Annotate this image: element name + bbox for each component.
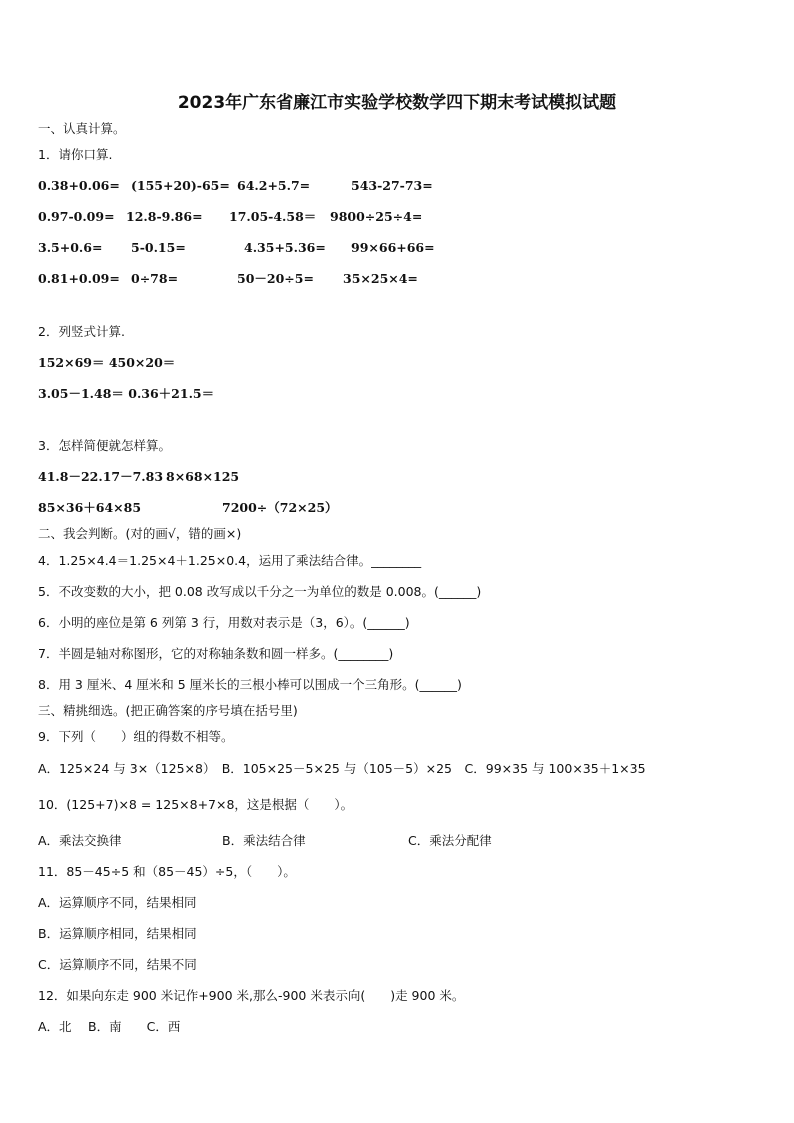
question-10-option-a: A．乘法交换律 [38, 833, 122, 848]
calc-cell: 64.2+5.7= [237, 178, 311, 193]
calc-cell: 35×25×4= [343, 271, 418, 286]
question-11-stem: 11．85－45÷5 和（85－45）÷5，（ ）。 [38, 864, 296, 879]
calc-cell: 4.35+5.36= [244, 240, 326, 255]
section-3-heading: 三、精挑细选。(把正确答案的序号填在括号里) [38, 703, 298, 718]
judge-question: 8．用 3 厘米、4 厘米和 5 厘米长的三根小棒可以围成一个三角形。(______) [38, 677, 462, 692]
calc-cell: 0.81+0.09= [38, 271, 120, 286]
page-title: 2023年广东省廉江市实验学校数学四下期末考试模拟试题 [177, 93, 617, 113]
question-11-option: A．运算顺序不同，结果相同 [38, 895, 197, 910]
calc-cell: 5-0.15= [131, 240, 186, 255]
calc-cell: 0÷78= [131, 271, 179, 286]
calc-cell: 99×66+66= [351, 240, 435, 255]
calc-cell: (155+20)-65= [131, 178, 230, 193]
judge-question: 4．1.25×4.4＝1.25×4＋1.25×0.4，运用了乘法结合律。________ [38, 553, 422, 568]
simplify-expression: 41.8－22.17－7.83 [38, 469, 164, 484]
question-2-label: 2．列竖式计算. [38, 324, 125, 339]
calc-cell: 3.5+0.6= [38, 240, 103, 255]
question-10-stem: 10．(125+7)×8 = 125×8+7×8，这是根据（ ）。 [38, 797, 354, 812]
vertical-calc-line: 152×69＝ 450×20＝ [38, 355, 176, 370]
question-12-stem: 12．如果向东走 900 米记作+900 米,那么-900 米表示向( )走 900 米。 [38, 988, 465, 1003]
judge-question: 7．半圆是轴对称图形，它的对称轴条数和圆一样多。(________) [38, 646, 394, 661]
question-11-option: B．运算顺序相同，结果相同 [38, 926, 197, 941]
simplify-expression: 7200÷（72×25） [222, 500, 338, 515]
calc-cell: 0.97-0.09= [38, 209, 115, 224]
question-9-options: A．125×24 与 3×（125×8） B．105×25－5×25 与（105－5）×25 C．99×35 与 100×35＋1×35 [38, 761, 646, 776]
question-10-option-b: B．乘法结合律 [222, 833, 306, 848]
question-1-label: 1．请你口算. [38, 147, 113, 162]
calc-cell: 9800÷25÷4= [330, 209, 423, 224]
judge-question: 6．小明的座位是第 6 列第 3 行，用数对表示是（3，6）。(______) [38, 615, 410, 630]
calc-cell: 17.05-4.58＝ [229, 209, 317, 224]
simplify-expression: 85×36＋64×85 [38, 500, 142, 515]
section-2-heading: 二、我会判断。(对的画√，错的画×) [38, 526, 242, 541]
calc-cell: 0.38+0.06= [38, 178, 120, 193]
calc-cell: 50－20÷5= [237, 271, 314, 286]
question-9-stem: 9．下列（ ）组的得数不相等。 [38, 729, 234, 744]
section-1-heading: 一、认真计算。 [38, 121, 126, 136]
calc-cell: 543-27-73= [351, 178, 433, 193]
judge-question: 5．不改变数的大小，把 0.08 改写成以千分之一为单位的数是 0.008。(______) [38, 584, 482, 599]
calc-cell: 12.8-9.86= [126, 209, 203, 224]
question-11-option: C．运算顺序不同，结果不同 [38, 957, 197, 972]
vertical-calc-line: 3.05－1.48＝ 0.36＋21.5＝ [38, 386, 215, 401]
question-12-options: A．北 B．南 C．西 [38, 1019, 181, 1034]
question-10-option-c: C．乘法分配律 [408, 833, 492, 848]
simplify-expression: 8×68×125 [166, 469, 240, 484]
question-3-label: 3．怎样简便就怎样算。 [38, 438, 171, 453]
